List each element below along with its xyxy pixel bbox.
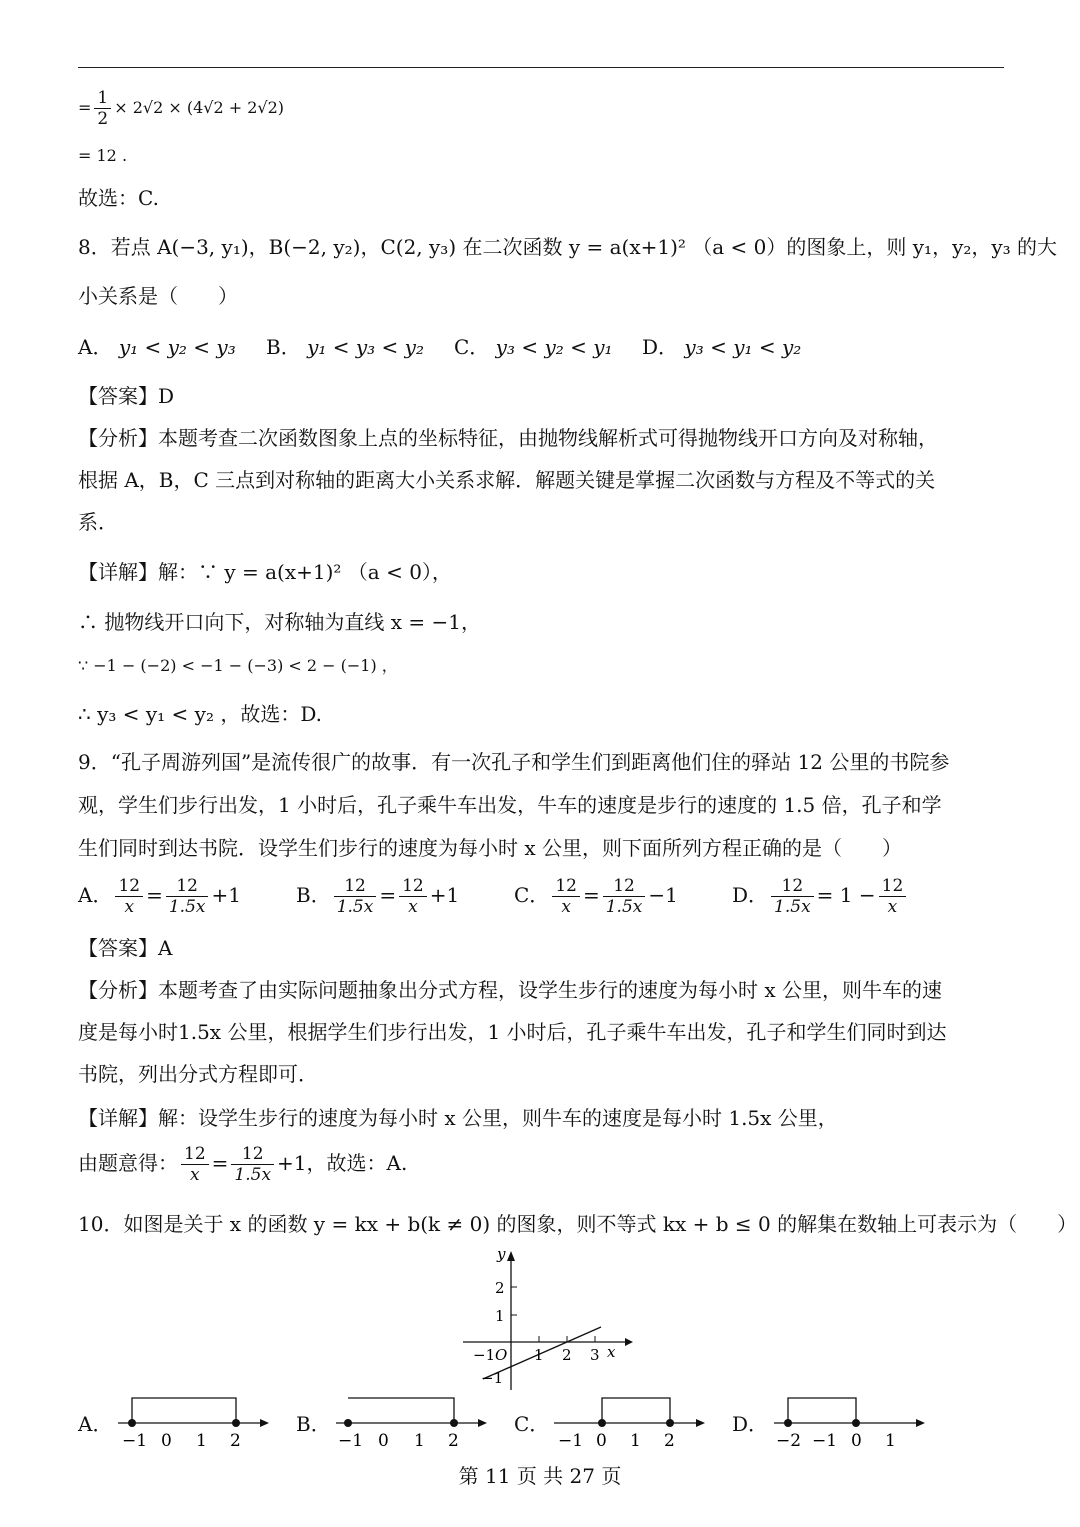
tick-label: −1 — [122, 1431, 148, 1450]
tick-label: −1 — [558, 1431, 584, 1450]
numberline-arrow-icon — [696, 1419, 705, 1427]
closed-dot — [784, 1419, 792, 1427]
tick-label: 0 — [851, 1431, 862, 1450]
q9-option-c[interactable]: C． $\frac{12}{x}$ = $\frac{12}{1.5x}$ −1 — [514, 876, 678, 917]
tick-label: 0 — [596, 1431, 607, 1450]
q8-detail-line-4: ∴ y₃ < y₁ < y₂ ，故选：D. — [78, 702, 323, 726]
q9-analysis-line-2: 度是每小时1.5x 公里，根据学生们步行出发，1 小时后，孔子乘牛车出发，孔子和学生们同时到达 — [78, 1020, 947, 1044]
tick-label: 1 — [196, 1431, 207, 1450]
q8-option-c[interactable]: C． y₃ < y₂ < y₁ — [454, 335, 613, 359]
y-label-neg1: −1 — [481, 1369, 504, 1387]
q8-detail-line-1: 【详解】解：∵ y = a(x+1)² （a < 0）， — [78, 560, 452, 584]
page-footer: 第 11 页 共 27 页 — [458, 1464, 622, 1488]
q7-choose: 故选：C. — [78, 186, 159, 210]
q8-analysis-line-3: 系． — [78, 510, 118, 534]
x-axis-label: x — [607, 1343, 616, 1361]
numberline-arrow-icon — [260, 1419, 269, 1427]
q9-answer: 【答案】A — [78, 936, 173, 960]
tick-label: 1 — [414, 1431, 425, 1450]
q8-analysis-line-2: 根据 A，B，C 三点到对称轴的距离大小关系求解．解题关键是掌握二次函数与方程及不等式的关 — [78, 468, 936, 492]
q10-stem: 10．如图是关于 x 的函数 y = kx + b(k ≠ 0) 的图象，则不等式 kx + b ≤ 0 的解集在数轴上可表示为（ ） — [78, 1212, 1078, 1236]
q10-option-b-numberline[interactable] — [330, 1390, 490, 1450]
origin-label: O — [495, 1346, 508, 1364]
y-axis-arrow-icon — [507, 1251, 515, 1261]
q10-option-c-label[interactable]: C． — [514, 1412, 550, 1436]
q10-option-a-numberline[interactable] — [112, 1390, 272, 1450]
x-label-1: 1 — [534, 1346, 544, 1364]
q9-analysis-line-3: 书院，列出分式方程即可． — [78, 1062, 318, 1086]
numberline-arrow-icon — [916, 1419, 925, 1427]
calc-line-1: = $\frac{1}{2}$ × 2√2 × (4√2 + 2√2) — [78, 88, 285, 129]
tick-label: 2 — [448, 1431, 459, 1450]
numberline-arrow-icon — [478, 1419, 487, 1427]
q9-option-b[interactable]: B． $\frac{12}{1.5x}$ = $\frac{12}{x}$ +1 — [296, 876, 460, 917]
q9-stem-line-2: 观，学生们步行出发，1 小时后，孔子乘牛车出发，牛车的速度是步行的速度的 1.5 倍，孔子和学 — [78, 793, 942, 817]
q9-stem-line-3: 生们同时到达书院．设学生们步行的速度为每小时 x 公里，则下面所列方程正确的是（ ） — [78, 836, 902, 860]
closed-dot — [344, 1419, 352, 1427]
q8-detail-line-3: ∵ −1 − (−2) < −1 − (−3) < 2 − (−1) ， — [78, 656, 398, 675]
x-label-2: 2 — [562, 1346, 572, 1364]
q8-analysis-line-1: 【分析】本题考查二次函数图象上点的坐标特征，由抛物线解析式可得抛物线开口方向及对称轴， — [78, 426, 938, 450]
q10-option-d-numberline[interactable] — [768, 1390, 928, 1450]
calc-line-2: = 12 . — [78, 146, 128, 165]
q8-stem-line-1: 8．若点 A(−3, y₁)，B(−2, y₂)，C(2, y₃) 在二次函数 y = a(x+1)² （a < 0）的图象上，则 y₁，y₂，y₃ 的大 — [78, 235, 1058, 259]
q10-option-d-label[interactable]: D． — [732, 1412, 769, 1436]
closed-dot — [852, 1419, 860, 1427]
x-label-3: 3 — [590, 1346, 600, 1364]
tick-label: 1 — [630, 1431, 641, 1450]
y-axis-label: y — [497, 1245, 506, 1263]
q8-option-b[interactable]: B． y₁ < y₃ < y₂ — [266, 335, 424, 359]
closed-dot — [598, 1419, 606, 1427]
q9-option-d[interactable]: D． $\frac{12}{1.5x}$ = 1 − $\frac{12}{x}$ — [732, 876, 909, 917]
x-axis-arrow-icon — [625, 1338, 633, 1346]
closed-dot — [232, 1419, 240, 1427]
solution-bracket — [132, 1398, 236, 1423]
header-rule — [78, 67, 1004, 68]
tick-label: 0 — [378, 1431, 389, 1450]
q8-option-d[interactable]: D． y₃ < y₁ < y₂ — [642, 335, 802, 359]
solution-bracket — [788, 1398, 856, 1423]
tick-label: 2 — [664, 1431, 675, 1450]
closed-dot — [128, 1419, 136, 1427]
q10-option-a-label[interactable]: A． — [78, 1412, 113, 1436]
q8-option-a[interactable]: A． y₁ < y₂ < y₃ — [78, 335, 236, 359]
tick-label: 1 — [885, 1431, 896, 1450]
y-label-2: 2 — [495, 1279, 505, 1297]
q9-detail-line-2: 由题意得： $\frac{12}{x}$ = $\frac{12}{1.5x}$ +1，故选：A. — [78, 1144, 408, 1185]
q10-option-b-label[interactable]: B． — [296, 1412, 331, 1436]
q9-options — [78, 876, 978, 926]
q9-stem-line-1: 9．“孔子周游列国”是流传很广的故事．有一次孔子和学生们到距离他们住的驿站 12 公里的书院参 — [78, 750, 950, 774]
q9-option-a[interactable]: A． $\frac{12}{x}$ = $\frac{12}{1.5x}$ +1 — [78, 876, 241, 917]
tick-label: −2 — [776, 1431, 802, 1450]
q9-detail-line-1: 【详解】解：设学生步行的速度为每小时 x 公里，则牛车的速度是每小时 1.5x 公里， — [78, 1106, 838, 1130]
tick-label: 2 — [230, 1431, 241, 1450]
q9-analysis-line-1: 【分析】本题考查了由实际问题抽象出分式方程，设学生步行的速度为每小时 x 公里，则牛车的速 — [78, 978, 942, 1002]
closed-dot — [666, 1419, 674, 1427]
q8-stem-line-2: 小关系是（ ） — [78, 284, 238, 308]
x-label-neg1: −1 — [473, 1346, 496, 1364]
solution-bracket — [348, 1398, 454, 1423]
tick-label: −1 — [812, 1431, 838, 1450]
closed-dot — [450, 1419, 458, 1427]
q8-detail-line-2: ∴ 抛物线开口向下，对称轴为直线 x = −1， — [78, 610, 481, 634]
tick-label: 0 — [161, 1431, 172, 1450]
tick-label: −1 — [338, 1431, 364, 1450]
y-label-1: 1 — [495, 1307, 505, 1325]
q8-options — [78, 333, 802, 361]
solution-bracket — [602, 1398, 670, 1423]
q8-answer: 【答案】D — [78, 384, 175, 408]
q10-function-graph — [455, 1245, 635, 1395]
q10-option-c-numberline[interactable] — [548, 1390, 708, 1450]
